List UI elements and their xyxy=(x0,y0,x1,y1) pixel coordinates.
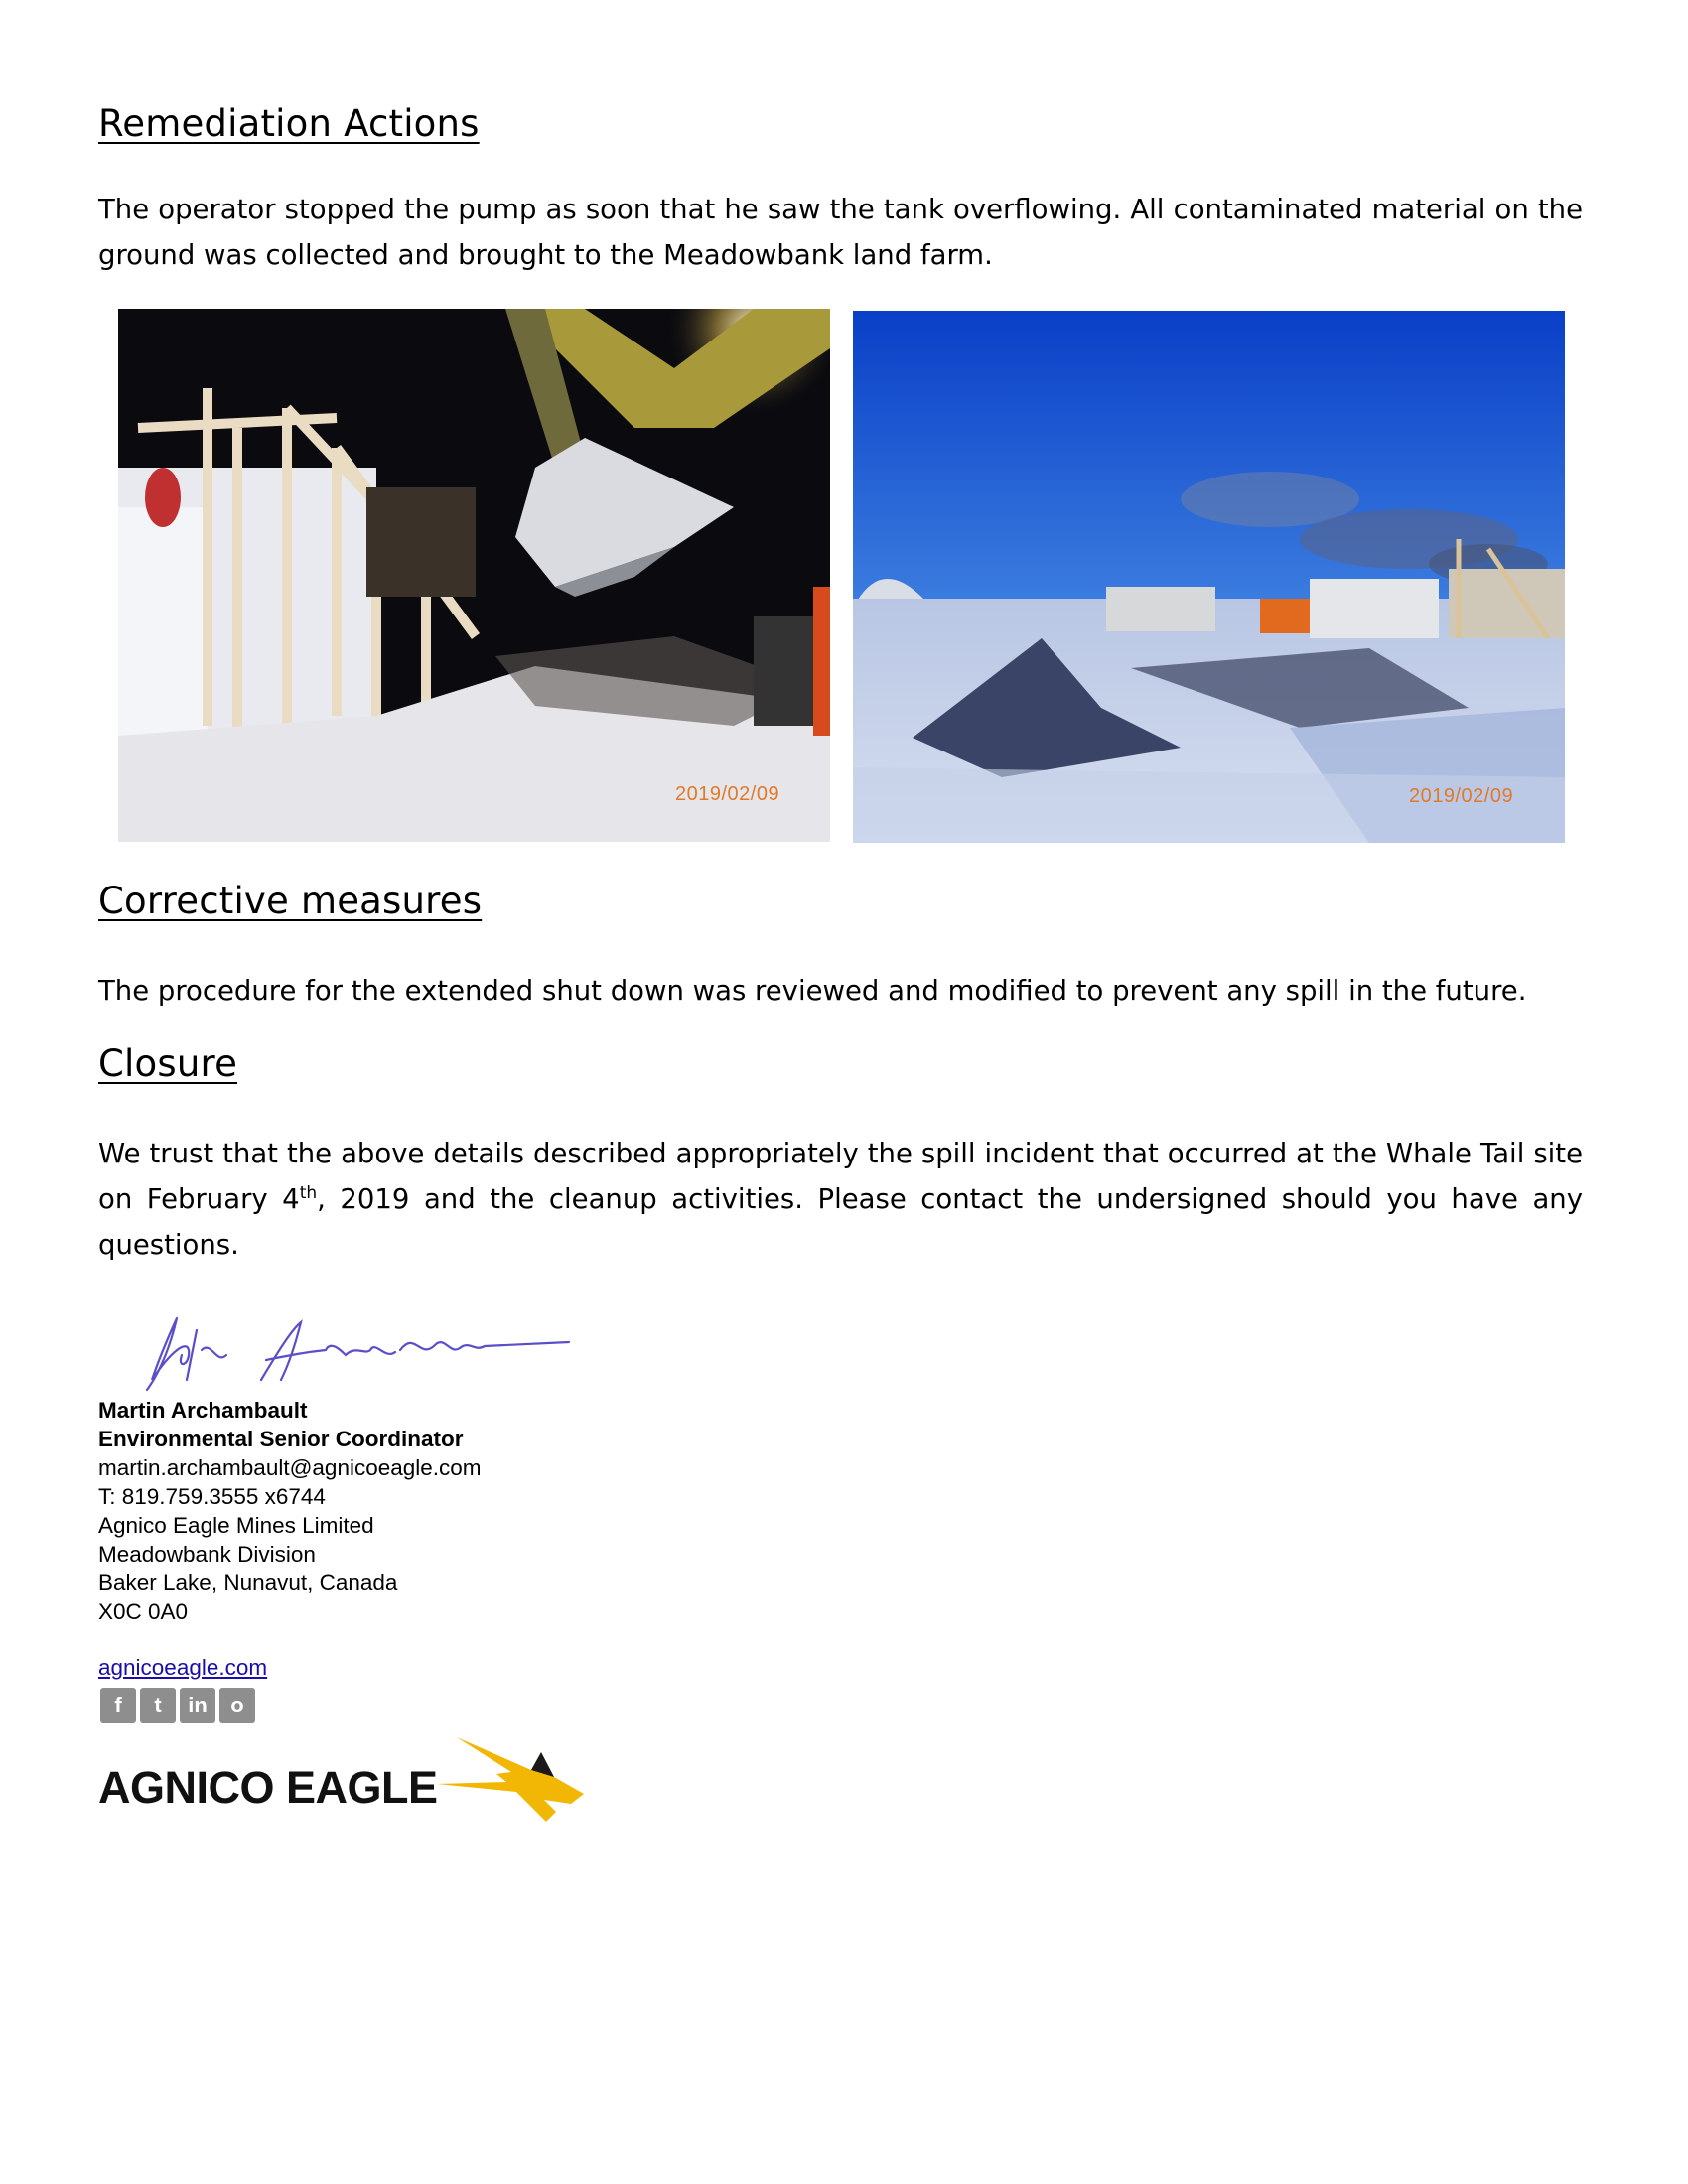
eagle-logo-icon xyxy=(437,1732,586,1832)
signatory-postal: X0C 0A0 xyxy=(98,1599,189,1624)
linkedin-icon[interactable]: in xyxy=(180,1688,215,1723)
heading-remediation-actions: Remediation Actions xyxy=(98,102,480,145)
signature-block xyxy=(98,1396,482,1626)
closure-text-b: , 2019 and the cleanup activities. Please contact the undersigned should you have any questions. xyxy=(98,1183,1583,1261)
paragraph-remediation: The operator stopped the pump as soon that he saw the tank overflowing. All contaminated material on the ground was collected and brought to the Meadowbank land farm. xyxy=(98,194,1583,271)
website-link[interactable]: agnicoeagle.com xyxy=(98,1655,268,1680)
heading-closure: Closure xyxy=(98,1042,238,1085)
photo-night-cleanup xyxy=(118,309,830,842)
photo-date-stamp: 2019/02/09 xyxy=(1409,785,1514,807)
signatory-company: Agnico Eagle Mines Limited xyxy=(98,1513,374,1538)
signatory-email: martin.archambault@agnicoeagle.com xyxy=(98,1455,482,1480)
handwritten-signature xyxy=(117,1310,574,1395)
company-logo-text: AGNICO EAGLE xyxy=(98,1762,438,1813)
signatory-location: Baker Lake, Nunavut, Canada xyxy=(98,1570,398,1595)
signatory-name: Martin Archambault xyxy=(98,1398,308,1423)
signatory-phone: T: 819.759.3555 x6744 xyxy=(98,1484,326,1509)
social-icons xyxy=(100,1688,255,1723)
signatory-division: Meadowbank Division xyxy=(98,1542,316,1567)
heading-corrective-measures: Corrective measures xyxy=(98,880,483,922)
closure-text-a: We trust that the above details described appropriately the spill incident that occurred at the Whale Tail site on February 4 xyxy=(98,1138,1583,1215)
photo-date-stamp: 2019/02/09 xyxy=(675,783,780,805)
closure-superscript: th xyxy=(299,1182,318,1203)
photo-daytime-site xyxy=(853,311,1565,843)
twitter-icon[interactable]: t xyxy=(140,1688,176,1723)
facebook-icon[interactable]: f xyxy=(100,1688,136,1723)
paragraph-closure xyxy=(98,1131,1583,1268)
signatory-title: Environmental Senior Coordinator xyxy=(98,1427,464,1451)
instagram-icon[interactable]: o xyxy=(219,1688,255,1723)
paragraph-corrective: The procedure for the extended shut down was reviewed and modified to prevent any spill in the future. xyxy=(98,975,1527,1007)
